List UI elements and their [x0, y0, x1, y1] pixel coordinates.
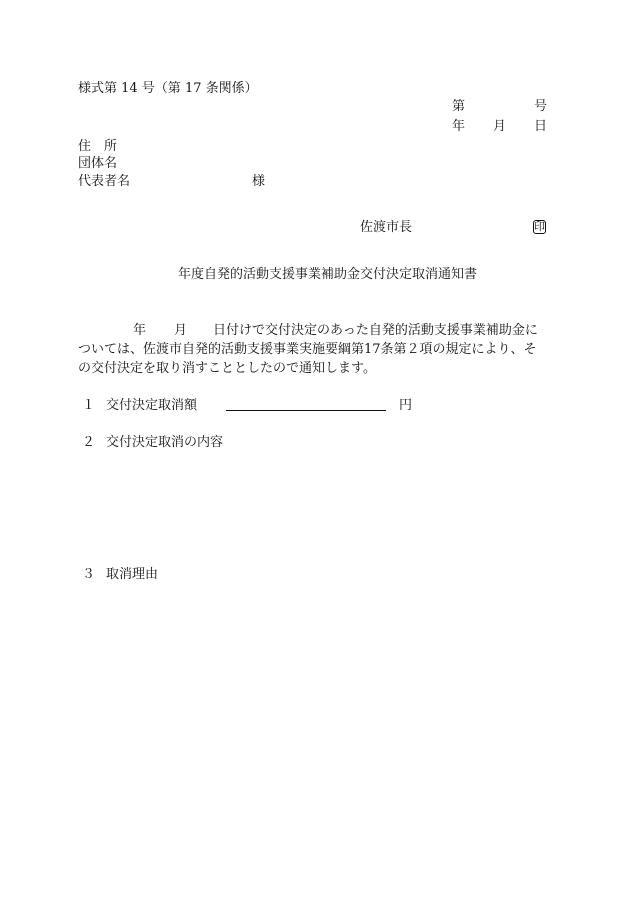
representative-label: 代表者名	[78, 174, 131, 189]
body-line-1-rest: 日付けで交付決定のあった自発的活動支援事業補助金に	[213, 323, 538, 338]
body-month: 月	[174, 323, 188, 338]
doc-number-go: 号	[534, 99, 548, 114]
org-label: 団体名	[78, 156, 118, 171]
body-paragraph	[78, 321, 548, 378]
item-3-number: ３	[82, 567, 96, 582]
doc-number-dai: 第	[452, 99, 466, 114]
body-year: 年	[133, 323, 147, 338]
document-title: 年度自発的活動支援事業補助金交付決定取消通知書	[178, 267, 478, 282]
seal-mark	[533, 220, 546, 234]
item-1-unit: 円	[399, 398, 413, 413]
seal-icon: 印	[534, 220, 545, 233]
item-3-label: 取消理由	[106, 567, 159, 582]
item-1-number: １	[82, 398, 96, 413]
date-day: 日	[534, 119, 548, 134]
body-line-3: の交付決定を取り消すこととしたので通知します。	[78, 361, 376, 376]
date-year: 年	[452, 119, 466, 134]
address-label: 住 所	[78, 139, 118, 154]
item-1-label: 交付決定取消額	[106, 398, 198, 413]
honorific: 様	[252, 174, 266, 189]
item-2-number: ２	[82, 435, 96, 450]
form-number: 様式第 14 号（第 17 条関係）	[78, 81, 258, 96]
item-2-label: 交付決定取消の内容	[106, 435, 224, 450]
date-month: 月	[493, 119, 507, 134]
sender-title: 佐渡市長	[360, 220, 413, 235]
amount-blank-line	[226, 398, 386, 414]
body-line-1	[78, 321, 548, 340]
body-line-2: ついては、佐渡市自発的活動支援事業実施要綱第17条第２項の規定により、そ	[78, 342, 537, 357]
